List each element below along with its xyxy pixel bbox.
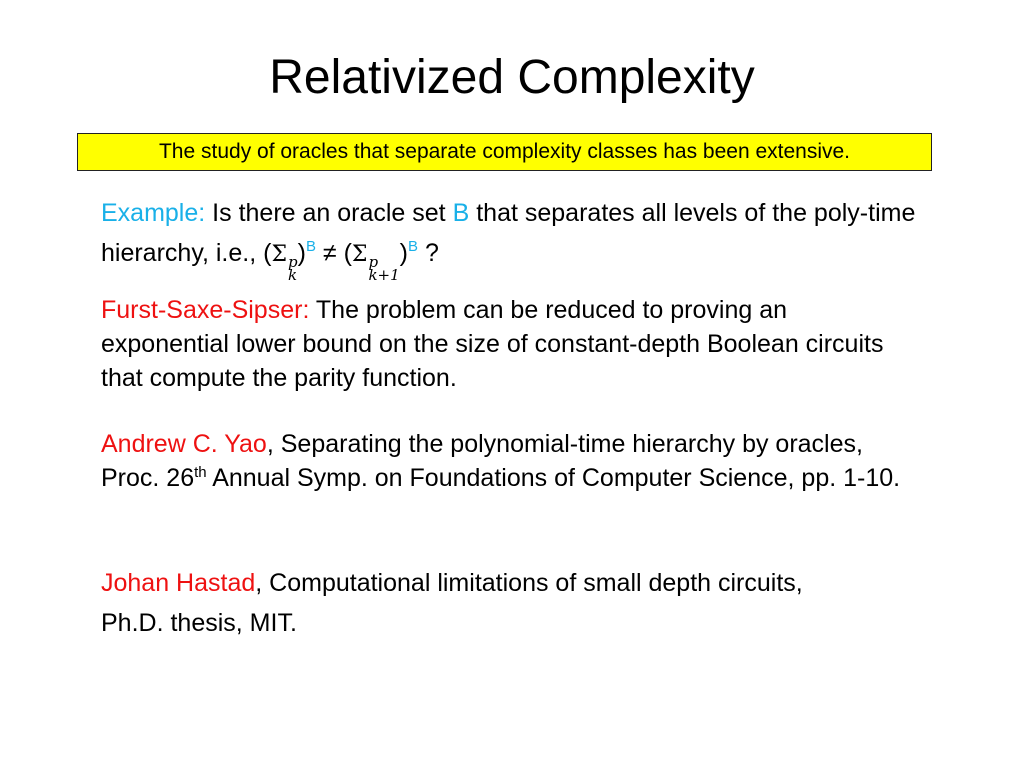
sigma-symbol: Σ (271, 242, 287, 267)
question-end: ? (418, 239, 439, 267)
neq-symbol: ≠ ( (315, 239, 352, 267)
sigma-sub-1: k (288, 266, 298, 284)
close-paren-1: ) (297, 239, 306, 267)
hastad-text-2: Ph.D. thesis, MIT. (101, 609, 297, 637)
oracle-set-name: B (452, 199, 470, 227)
sigma-sup-1: p (288, 253, 298, 271)
sigma-symbol-2: Σ (351, 242, 368, 267)
yao-ordinal-suffix: th (194, 464, 207, 481)
yao-reference (101, 427, 921, 495)
hastad-text: , Computational limitations of small depth circuits, (255, 569, 803, 597)
example-text-2: that separates all levels of the poly-time hierarchy, i.e., ( (101, 199, 916, 267)
fss-paragraph (101, 293, 921, 395)
close-paren-2: ) (399, 239, 408, 267)
sigma-indices-1 (288, 253, 298, 284)
slide-title: Relativized Complexity (269, 51, 755, 104)
fss-text: The problem can be reduced to proving an exponential lower bound on the size of constant-depth Boolean circuits that compute the parity function. (101, 296, 884, 392)
yao-author: Andrew C. Yao (101, 430, 267, 458)
sigma-sup-2: p (368, 253, 379, 271)
hastad-reference (101, 563, 921, 643)
example-paragraph (101, 196, 921, 282)
fss-label: Furst-Saxe-Sipser: (101, 296, 310, 324)
yao-text-2: Annual Symp. on Foundations of Computer Science, pp. 1-10. (206, 464, 901, 492)
hastad-author: Johan Hastad (101, 569, 256, 597)
oracle-superscript-2: B (407, 238, 418, 255)
sigma-sub-2: k+1 (368, 266, 400, 284)
oracle-superscript-1: B (305, 238, 316, 255)
sigma-indices-2 (368, 253, 400, 284)
yao-text-1: , Separating the polynomial-time hierarchy by oracles, Proc. 26 (101, 430, 863, 492)
highlight-callout: The study of oracles that separate complexity classes has been extensive. (77, 133, 932, 171)
example-text-1: Is there an oracle set (212, 199, 446, 227)
example-label: Example: (101, 199, 206, 227)
